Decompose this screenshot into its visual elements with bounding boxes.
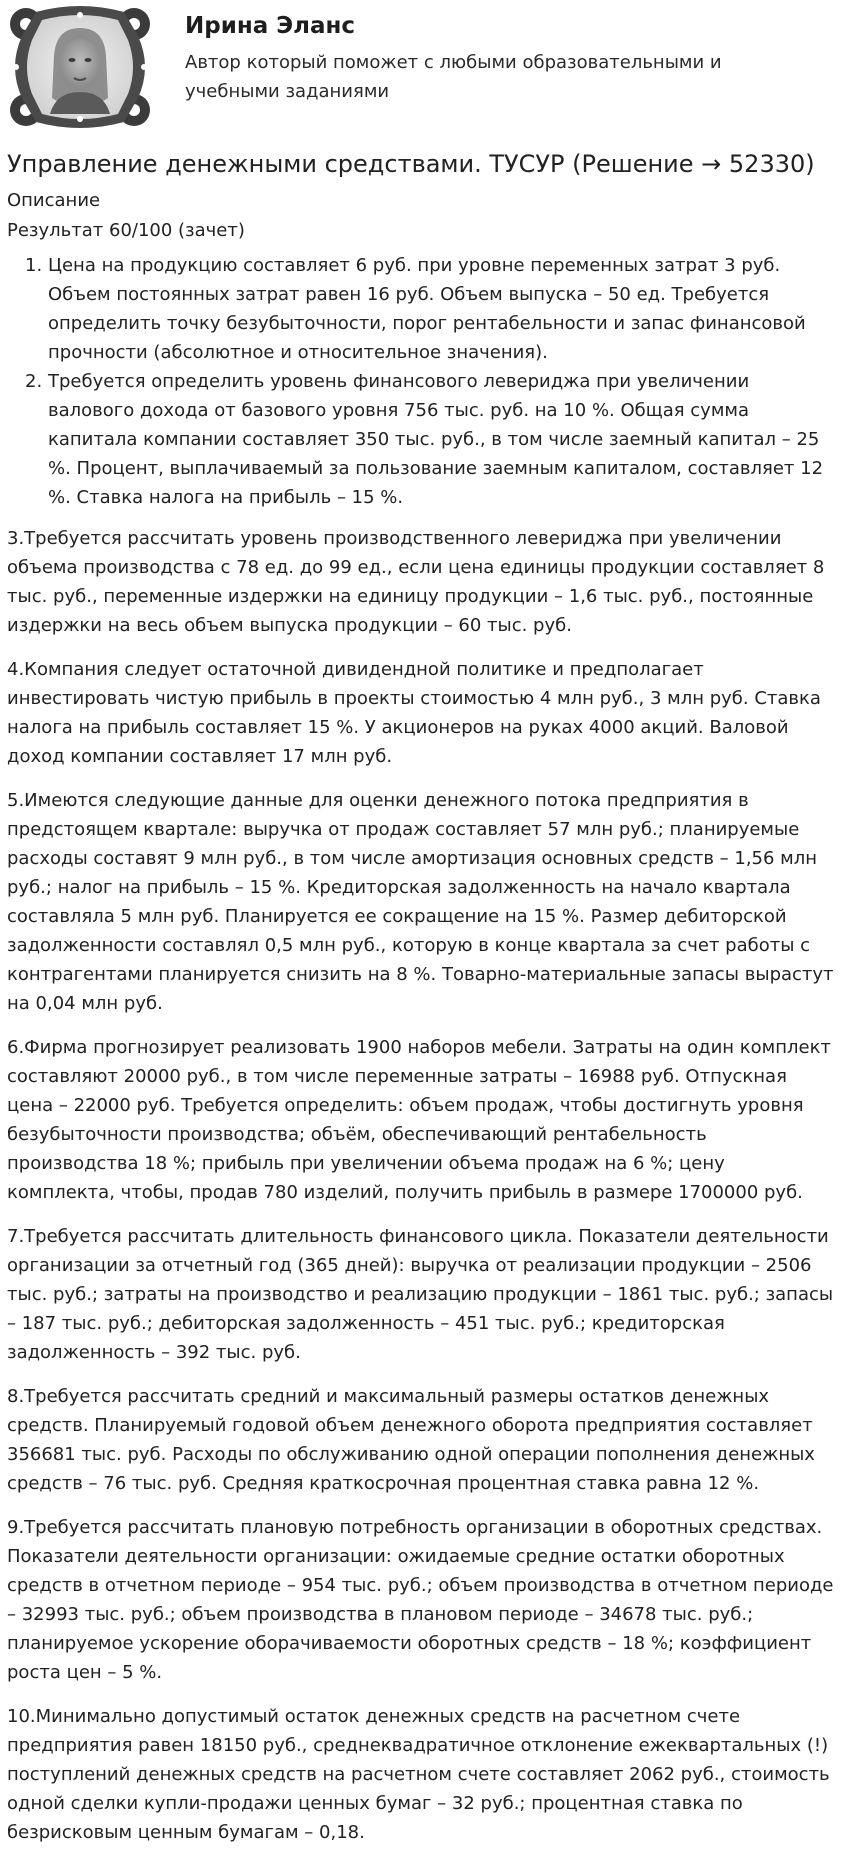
author-card [0,0,847,135]
task-paragraph: 4.Компания следует остаточной дивидендной политике и предполагает инвестировать чистую прибыль в проекты стоимостью 4 млн руб., 3 млн руб. Ставка налога на прибыль составляет 15 %. У акционеров на руках 4000 акций. Валовой доход компании составляет 17 млн руб. [7,659,821,767]
list-item [25,367,837,512]
task-paragraphs [7,524,837,1862]
task-paragraph: 5.Имеются следующие данные для оценки денежного потока предприятия в предстоящем квартале: выручка от продаж составляет 57 млн руб.; планируемые расходы составят 9 млн руб., в том числе амортизация основных средств – 1,56 млн руб.; налог на прибыль – 15 %. Кредиторская задолженность на начало квартала составляла 5 млн руб. Планируется ее сокращение на 15 %. Размер дебиторской задолженности составлял 0,5 млн руб., которую в конце квартала за счет работы с контрагентами планируется снизить на 8 %. Товарно-материальные запасы вырастут на 0,04 млн руб. [7,790,834,1014]
page-title: Управление денежными средствами. ТУСУР (Решение → 52330) [7,150,815,178]
result-text: Результат 60/100 (зачет) [7,220,245,241]
list-item [25,251,837,367]
description-label: Описание [7,190,101,211]
list-item-number: 1. [25,255,43,276]
list-item-text: Требуется определить уровень финансового левериджа при увеличении валового дохода от базового уровня 756 тыс. руб. на 10 %. Общая сумма капитала компании составляет 350 тыс. руб., в том числе заемный капитал – 25 %. Процент, выплачиваемый за пользование заемным капиталом, составляет 12 %. Ставка налога на прибыль – 15 %. [48,371,824,508]
work-meta [7,186,245,246]
task-paragraph: 6.Фирма прогнозирует реализовать 1900 наборов мебели. Затраты на один комплект составляют 20000 руб., в том числе переменные затраты – 16988 руб. Отпускная цена – 22000 руб. Требуется определить: объем продаж, чтобы достигнуть уровня безубыточности производства; объём, обеспечивающий рентабельность производства 18 %; прибыль при увеличении объема продаж на 6 %; цену комплекта, чтобы, продав 780 изделий, получить прибыль в размере 1700000 руб. [7,1037,831,1203]
author-description: Автор который поможет с любыми образовательными и учебными заданиями [185,52,722,102]
task-paragraph: 10.Минимально допустимый остаток денежных средств на расчетном счете предприятия равен 18150 руб., среднеквадратичное отклонение ежеквартальных (!) поступлений денежных средств на расчетном счете составляет 2062 руб., стоимость одной сделки купли-продажи ценных бумаг – 32 руб.; процентная ставка по безрисковым ценным бумагам – 0,18. [7,1706,830,1843]
task-paragraph: 9.Требуется рассчитать плановую потребность организации в оборотных средствах. Показатели деятельности организации: ожидаемые средние остатки оборотных средств в отчетном периоде – 954 тыс. руб.; объем производства в отчетном периоде – 32993 тыс. руб.; объем производства в плановом периоде – 34678 тыс. руб.; планируемое ускорение оборачиваемости оборотных средств – 18 %; коэффициент роста цен – 5 %. [7,1517,834,1683]
author-name[interactable]: Ирина Эланс [185,13,356,39]
user-photo-icon [6,6,154,128]
list-item-number: 2. [25,371,43,392]
list-item-text: Цена на продукцию составляет 6 руб. при уровне переменных затрат 3 руб. Объем постоянных затрат равен 16 руб. Объем выпуска – 50 ед. Требуется определить точку безубыточности, порог рентабельности и запас финансовой прочности (абсолютное и относительное значения). [48,255,806,363]
task-paragraph: 7.Требуется рассчитать длительность финансового цикла. Показатели деятельности организации за отчетный год (365 дней): выручка от реализации продукции – 2506 тыс. руб.; затраты на производство и реализацию продукции – 1861 тыс. руб.; запасы – 187 тыс. руб.; дебиторская задолженность – 451 тыс. руб.; кредиторская задолженность – 392 тыс. руб. [7,1226,834,1363]
task-paragraph: 8.Требуется рассчитать средний и максимальный размеры остатков денежных средств. Планируемый годовой объем денежного оборота предприятия составляет 356681 тыс. руб. Расходы по обслуживанию одной операции пополнения денежных средств – 76 тыс. руб. Средняя краткосрочная процентная ставка равна 12 %. [7,1386,815,1494]
task-ordered-list [7,251,837,512]
task-paragraph: 3.Требуется рассчитать уровень производственного левериджа при увеличении объема производства с 78 ед. до 99 ед., если цена единицы продукции составляет 8 тыс. руб., переменные издержки на единицу продукции – 1,6 тыс. руб., постоянные издержки на весь объем выпуска продукции – 60 тыс. руб. [7,528,825,636]
author-avatar [6,6,154,128]
